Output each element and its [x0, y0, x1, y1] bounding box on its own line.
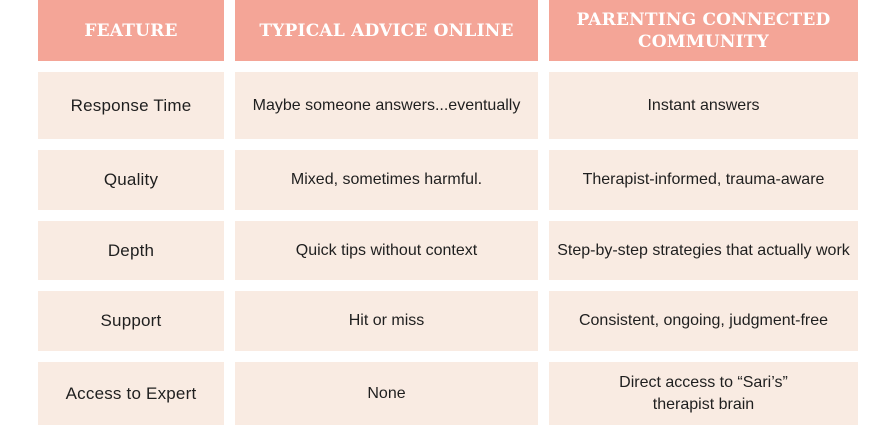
row-typical-cell	[235, 221, 538, 280]
community-value: Instant answers	[647, 96, 760, 114]
header-feature-label: FEATURE	[84, 20, 178, 41]
community-value: Direct access to “Sari’s” therapist brain	[619, 373, 788, 413]
row-feature-cell	[38, 72, 224, 139]
row-community-cell	[549, 221, 858, 280]
header-parenting-community	[549, 0, 858, 61]
header-feature	[38, 0, 224, 61]
row-feature-cell	[38, 221, 224, 280]
community-value: Consistent, ongoing, judgment-free	[578, 312, 829, 329]
community-value: Therapist-informed, trauma-aware	[582, 171, 825, 188]
row-community-cell	[549, 72, 858, 139]
typical-value: None	[367, 384, 406, 402]
row-typical-cell	[235, 150, 538, 210]
row-feature-cell	[38, 291, 224, 351]
comparison-table	[38, 0, 858, 425]
row-typical-cell	[235, 362, 538, 425]
row-community-cell	[549, 291, 858, 351]
row-feature-cell	[38, 362, 224, 425]
header-typical-advice	[235, 0, 538, 61]
row-typical-cell	[235, 72, 538, 139]
typical-value: Hit or miss	[348, 312, 425, 329]
typical-value: Maybe someone answers...eventually	[252, 96, 521, 114]
feature-label: Quality	[103, 170, 159, 189]
row-typical-cell	[235, 291, 538, 351]
feature-label: Support	[100, 311, 162, 330]
row-community-cell	[549, 362, 858, 425]
header-typical-label: TYPICAL ADVICE ONLINE	[259, 20, 514, 41]
feature-label: Access to Expert	[65, 383, 197, 403]
typical-value: Mixed, sometimes harmful.	[290, 171, 483, 188]
typical-value: Quick tips without context	[295, 241, 478, 259]
community-value: Step-by-step strategies that actually work	[557, 241, 850, 259]
feature-label: Depth	[107, 240, 155, 260]
feature-label: Response Time	[70, 95, 192, 115]
row-feature-cell	[38, 150, 224, 210]
row-community-cell	[549, 150, 858, 210]
header-community-label: PARENTING CONNECTED COMMUNITY	[576, 9, 831, 52]
